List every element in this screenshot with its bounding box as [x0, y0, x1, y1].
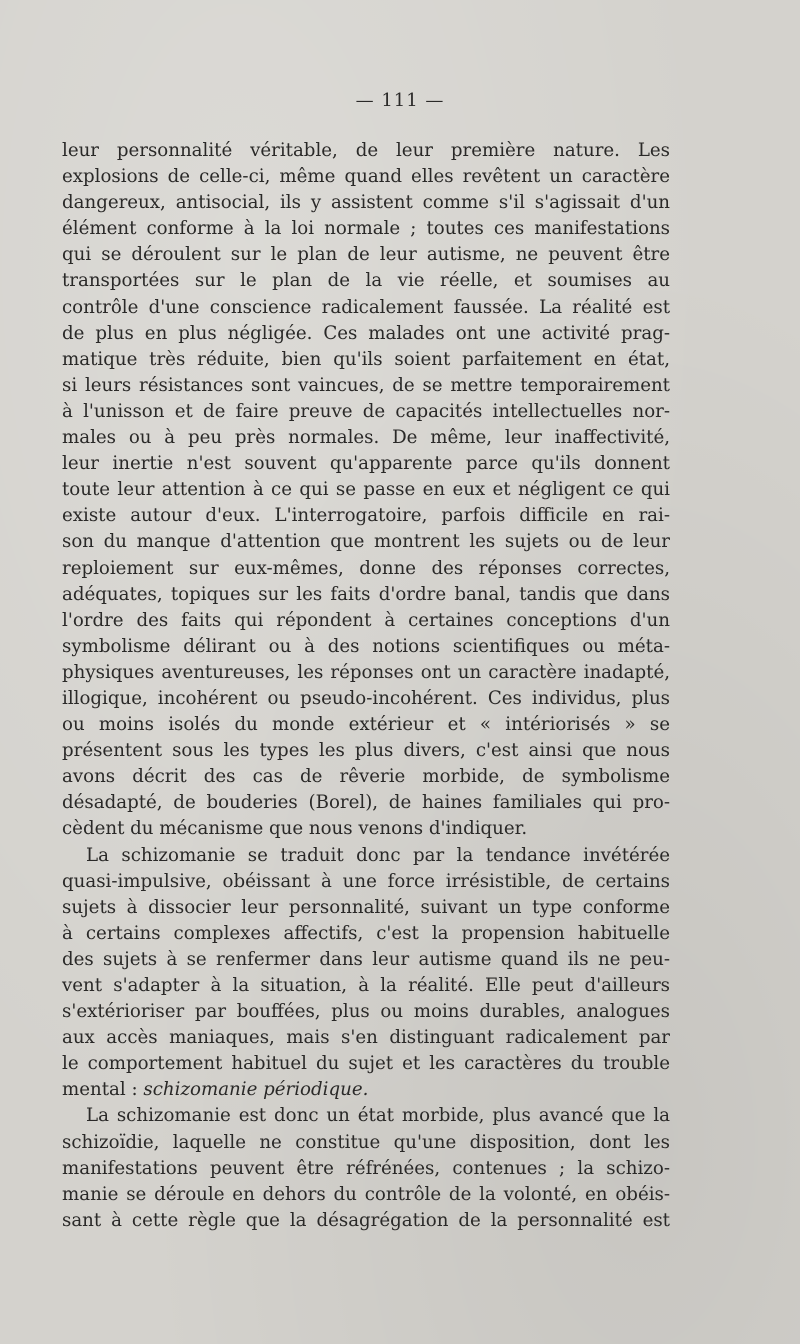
- text-line: présentent sous les types les plus divers, c'est ainsi que nous: [62, 740, 670, 762]
- page-number: — 111 —: [355, 90, 445, 111]
- text-line: manifestations peuvent être réfrénées, contenues ; la schizo-: [62, 1157, 670, 1179]
- text-line: physiques aventureuses, les réponses ont un caractère inadapté,: [62, 661, 670, 683]
- text-line: élément conforme à la loi normale ; toutes ces manifestations: [62, 218, 670, 240]
- text-line: vent s'adapter à la situation, à la réalité. Elle peut d'ailleurs: [62, 975, 670, 996]
- text-line-italic-term: [62, 1077, 670, 1103]
- text-line: le comportement habituel du sujet et les caractères du trouble: [62, 1053, 670, 1075]
- text-line: s'extérioriser par bouffées, plus ou moins durables, analogues: [62, 1001, 670, 1023]
- text-line: illogique, incohérent ou pseudo-incohérent. Ces individus, plus: [62, 687, 670, 709]
- text-line: leur inertie n'est souvent qu'apparente parce qu'ils donnent: [62, 453, 670, 475]
- text-line: à certains complexes affectifs, c'est la propension habituelle: [62, 922, 670, 944]
- text-line: schizoïdie, laquelle ne constitue qu'une disposition, dont les: [62, 1131, 670, 1153]
- text-line: de plus en plus négligée. Ces malades ont une activité prag-: [62, 322, 670, 344]
- text-line: si leurs résistances sont vaincues, de se mettre temporairement: [62, 374, 670, 396]
- text-line: males ou à peu près normales. De même, leur inaffectivité,: [62, 427, 670, 449]
- text-line-prefix: mental :: [62, 1079, 144, 1101]
- text-line: désadapté, de bouderies (Borel), de haines familiales qui pro-: [62, 792, 670, 814]
- text-line: leur personnalité véritable, de leur première nature. Les: [62, 140, 670, 161]
- text-line: des sujets à se renfermer dans leur autisme quand ils ne peu-: [62, 948, 670, 970]
- text-line: explosions de celle-ci, même quand elles revêtent un caractère: [62, 166, 670, 188]
- body-text: [62, 138, 670, 1234]
- text-line: sant à cette règle que la désagrégation de la personnalité est: [62, 1209, 670, 1231]
- text-line: ou moins isolés du monde extérieur et « intériorisés » se: [62, 714, 670, 736]
- paragraph-2: [62, 843, 670, 1104]
- text-line: quasi-impulsive, obéissant à une force irrésistible, de certains: [62, 870, 670, 892]
- text-line: La schizomanie est donc un état morbide, plus avancé que la: [86, 1105, 670, 1127]
- text-line: qui se déroulent sur le plan de leur autisme, ne peuvent être: [62, 244, 670, 266]
- text-line: existe autour d'eux. L'interrogatoire, parfois difficile en rai-: [62, 505, 670, 527]
- text-line: cèdent du mécanisme que nous venons d'indiquer.: [62, 818, 528, 840]
- text-line: aux accès maniaques, mais s'en distinguant radicalement par: [62, 1027, 670, 1049]
- text-line: dangereux, antisocial, ils y assistent comme s'il s'agissait d'un: [62, 192, 670, 214]
- text-line: avons décrit des cas de rêverie morbide, de symbolisme: [62, 766, 670, 788]
- text-line: à l'unisson et de faire preuve de capacités intellectuelles nor-: [62, 400, 670, 422]
- text-line: adéquates, topiques sur les faits d'ordre banal, tandis que dans: [62, 583, 670, 605]
- paragraph-3: [62, 1103, 670, 1233]
- text-line: sujets à dissocier leur personnalité, suivant un type conforme: [62, 896, 670, 918]
- text-line: La schizomanie se traduit donc par la tendance invétérée: [86, 844, 670, 866]
- text-line: contrôle d'une conscience radicalement faussée. La réalité est: [62, 296, 670, 318]
- text-line: toute leur attention à ce qui se passe en eux et négligent ce qui: [62, 479, 670, 501]
- italic-term: schizomanie périodique.: [143, 1079, 369, 1101]
- text-line: matique très réduite, bien qu'ils soient parfaitement en état,: [62, 348, 670, 370]
- text-line: symbolisme délirant ou à des notions scientifiques ou méta-: [62, 635, 670, 657]
- text-line: l'ordre des faits qui répondent à certaines conceptions d'un: [62, 609, 670, 631]
- text-line: transportées sur le plan de la vie réelle, et soumises au: [62, 270, 670, 292]
- text-line: reploiement sur eux-mêmes, donne des réponses correctes,: [62, 557, 670, 579]
- text-line: manie se déroule en dehors du contrôle de la volonté, en obéis-: [62, 1183, 670, 1205]
- text-line: son du manque d'attention que montrent les sujets ou de leur: [62, 531, 670, 553]
- paragraph-1: [62, 138, 670, 843]
